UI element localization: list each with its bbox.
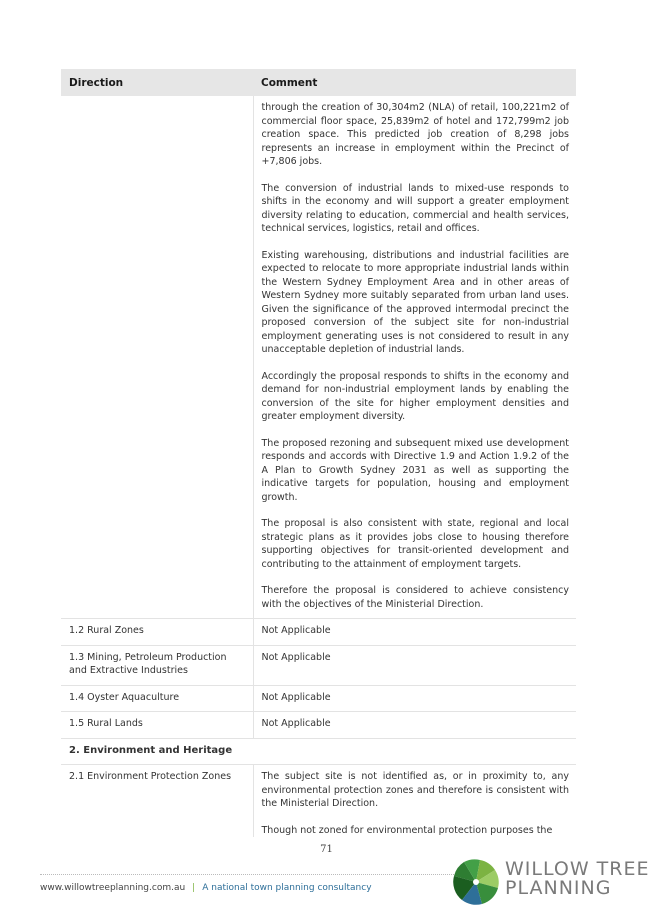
comment-cell: Not Applicable [253, 712, 576, 739]
section-heading: 2. Environment and Heritage [61, 738, 576, 765]
footer-tagline: A national town planning consultancy [202, 883, 372, 893]
direction-cell: 1.3 Mining, Petroleum Production and Extractive Industries [61, 645, 253, 685]
comment-paragraph: The conversion of industrial lands to mixed-use responds to shifts in the economy and will support a greater employment diversity relating to education, commercial and health services, technical services, logistics, retail and offices. [261, 182, 569, 234]
directions-table [61, 69, 576, 837]
direction-cell [61, 96, 253, 619]
comment-paragraph: The subject site is not identified as, or in proximity to, any environmental protection zones and therefore is consistent with the Ministerial Direction. [261, 771, 569, 809]
comment-cell [253, 765, 576, 838]
comment-paragraph: Therefore the proposal is considered to achieve consistency with the objectives of the Ministerial Direction. [261, 585, 569, 610]
comment-paragraph: The proposed rezoning and subsequent mixed use development responds and accords with Directive 1.9 and Action 1.9.2 of the A Plan to Growth Sydney 2031 as well as supporting the indicative targets for population, housing and employment growth. [261, 437, 569, 503]
logo-line2: PLANNING [505, 877, 612, 899]
footer-divider [40, 874, 460, 875]
table-row [61, 712, 576, 739]
logo-text [505, 860, 649, 898]
page-number: 71 [320, 844, 333, 855]
direction-cell: 1.2 Rural Zones [61, 619, 253, 646]
logo-line1: WILLOW TREE [505, 858, 650, 880]
header-direction: Direction [61, 69, 253, 96]
table-row [61, 765, 576, 838]
comment-paragraph: Accordingly the proposal responds to shifts in the economy and demand for non-industrial employment lands by enabling the conversion of the site for higher employment densities and greater employment diversity. [261, 370, 569, 422]
direction-cell: 2.1 Environment Protection Zones [61, 765, 253, 838]
footer-website: www.willowtreeplanning.com.au [40, 883, 186, 893]
header-comment: Comment [253, 69, 576, 96]
comment-cell: Not Applicable [253, 619, 576, 646]
section-heading-row [61, 738, 576, 765]
direction-cell: 1.4 Oyster Aquaculture [61, 685, 253, 712]
table-header-row [61, 69, 576, 96]
table-row [61, 685, 576, 712]
footer-separator: | [192, 883, 196, 893]
comment-cell: Not Applicable [253, 685, 576, 712]
table-row [61, 645, 576, 685]
comment-paragraph: The proposal is also consistent with state, regional and local strategic plans as it provides jobs close to housing therefore supporting objectives for transit-oriented development and contributing to the attainment of employment targets. [261, 518, 569, 570]
comment-paragraph: Existing warehousing, distributions and industrial facilities are expected to relocate to more appropriate industrial lands within the Western Sydney Employment Area and in other areas of Western Sydney more suitably separated from urban land uses. Given the significance of the approved intermodal precinct the proposed conversion of the subject site for non-industrial employment generating uses is not considered to result in any unacceptable depletion of industrial lands. [261, 249, 569, 355]
direction-cell: 1.5 Rural Lands [61, 712, 253, 739]
table-row [61, 96, 576, 619]
footer [40, 883, 372, 893]
comment-cell [253, 96, 576, 619]
comment-paragraph: Though not zoned for environmental protection purposes the [261, 824, 553, 836]
comment-paragraph: through the creation of 30,304m2 (NLA) of retail, 100,221m2 of commercial floor space, 25,839m2 of hotel and 172,799m2 job creation space. This predicted job creation of 8,298 jobs represents an increase in employment within the Precinct of +7,806 jobs. [261, 102, 569, 167]
comment-cell: Not Applicable [253, 645, 576, 685]
table-row [61, 619, 576, 646]
